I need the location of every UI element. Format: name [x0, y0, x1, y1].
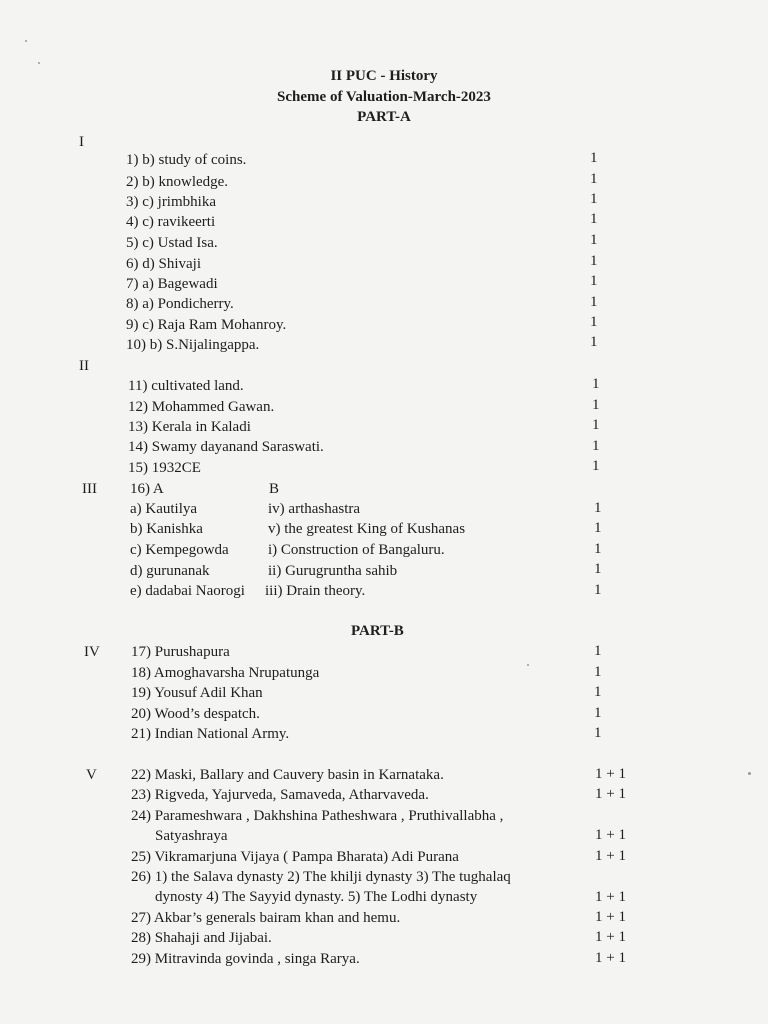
match-left: a) Kautilya	[130, 501, 198, 517]
scan-speck	[38, 62, 40, 64]
answer-item: 17) Purushapura	[131, 644, 230, 660]
mark-value: 1	[594, 500, 602, 516]
answer-item: 15) 1932CE	[128, 460, 201, 476]
mark-value: 1	[590, 253, 598, 269]
match-right: iv) arthashastra	[268, 501, 361, 517]
mark-value: 1	[590, 314, 598, 330]
mark-value: 1	[590, 334, 598, 350]
mark-value: 1 + 1	[595, 950, 626, 966]
match-right: iii) Drain theory.	[265, 583, 366, 599]
mark-value: 1	[590, 232, 598, 248]
answer-item: 2) b) knowledge.	[126, 174, 229, 190]
section-label: II	[79, 358, 89, 374]
match-left: b) Kanishka	[130, 521, 203, 537]
answer-item-continued: Satyashraya	[155, 828, 228, 844]
section-label: III	[82, 481, 97, 497]
answer-item: 24) Parameshwara , Dakhshina Patheshwara , Pruthivallabha ,	[131, 808, 504, 824]
answer-item: 19) Yousuf Adil Khan	[131, 685, 263, 701]
answer-item: 11) cultivated land.	[128, 378, 244, 394]
match-right: v) the greatest King of Kushanas	[268, 521, 466, 537]
answer-item: 21) Indian National Army.	[131, 726, 290, 742]
mark-value: 1	[594, 643, 602, 659]
mark-value: 1	[590, 191, 598, 207]
mark-value: 1	[590, 150, 598, 166]
mark-value: 1 + 1	[595, 848, 626, 864]
mark-value: 1	[592, 376, 600, 392]
mark-value: 1	[590, 211, 598, 227]
answer-item: 13) Kerala in Kaladi	[128, 419, 251, 435]
answer-item: 14) Swamy dayanand Saraswati.	[128, 439, 324, 455]
answer-item: 5) c) Ustad Isa.	[126, 235, 218, 251]
answer-item: 8) a) Pondicherry.	[126, 296, 234, 312]
mark-value: 1 + 1	[595, 929, 626, 945]
mark-value: 1 + 1	[595, 786, 626, 802]
mark-value: 1	[592, 397, 600, 413]
part-b-heading: PART-B	[351, 623, 404, 639]
answer-item: 29) Mitravinda govinda , singa Rarya.	[131, 951, 360, 967]
match-left: c) Kempegowda	[130, 542, 229, 558]
match-right: ii) Gurugruntha sahib	[268, 563, 398, 579]
answer-item: 10) b) S.Nijalingappa.	[126, 337, 260, 353]
answer-item: 20) Wood’s despatch.	[131, 706, 260, 722]
mark-value: 1 + 1	[595, 827, 626, 843]
mark-value: 1	[594, 582, 602, 598]
mark-value: 1 + 1	[595, 889, 626, 905]
match-right: i) Construction of Bangaluru.	[268, 542, 445, 558]
answer-item: 7) a) Bagewadi	[126, 276, 218, 292]
match-column-b-label: B	[269, 481, 280, 497]
mark-value: 1 + 1	[595, 909, 626, 925]
document-subtitle: Scheme of Valuation-March-2023	[277, 89, 491, 105]
answer-item: 12) Mohammed Gawan.	[128, 399, 275, 415]
mark-value: 1 + 1	[595, 766, 626, 782]
document-title: II PUC - History	[330, 68, 438, 84]
answer-item: 18) Amoghavarsha Nrupatunga	[131, 665, 320, 681]
mark-value: 1	[594, 664, 602, 680]
section-label: I	[79, 134, 84, 150]
mark-value: 1	[590, 171, 598, 187]
answer-item-continued: dynosty 4) The Sayyid dynasty. 5) The Lodhi dynasty	[155, 889, 478, 905]
mark-value: 1	[592, 417, 600, 433]
answer-item: 22) Maski, Ballary and Cauvery basin in Karnataka.	[131, 767, 444, 783]
answer-item: 3) c) jrimbhika	[126, 194, 216, 210]
part-a-heading: PART-A	[357, 109, 411, 125]
section-label: V	[86, 767, 97, 783]
answer-item: 25) Vikramarjuna Vijaya ( Pampa Bharata) Adi Purana	[131, 849, 459, 865]
answer-item: 1) b) study of coins.	[126, 152, 247, 168]
mark-value: 1	[590, 294, 598, 310]
mark-value: 1	[594, 520, 602, 536]
match-left: d) gurunanak	[130, 563, 210, 579]
answer-item: 9) c) Raja Ram Mohanroy.	[126, 317, 287, 333]
answer-item: 4) c) ravikeerti	[126, 214, 216, 230]
section-label: IV	[84, 644, 100, 660]
answer-item: 6) d) Shivaji	[126, 256, 201, 272]
answer-item: 26) 1) the Salava dynasty 2) The khilji dynasty 3) The tughalaq	[131, 869, 511, 885]
mark-value: 1	[590, 273, 598, 289]
match-left: e) dadabai Naorogi	[130, 583, 245, 599]
answer-item: 27) Akbar’s generals bairam khan and hemu.	[131, 910, 401, 926]
mark-value: 1	[594, 684, 602, 700]
scan-speck	[25, 40, 27, 42]
mark-value: 1	[594, 725, 602, 741]
mark-value: 1	[592, 458, 600, 474]
scan-speck	[527, 664, 529, 666]
mark-value: 1	[594, 705, 602, 721]
mark-value: 1	[592, 438, 600, 454]
answer-item: 28) Shahaji and Jijabai.	[131, 930, 272, 946]
scan-speck	[748, 772, 751, 775]
mark-value: 1	[594, 561, 602, 577]
mark-value: 1	[594, 541, 602, 557]
match-question: 16) A	[130, 481, 164, 497]
answer-item: 23) Rigveda, Yajurveda, Samaveda, Atharvaveda.	[131, 787, 429, 803]
